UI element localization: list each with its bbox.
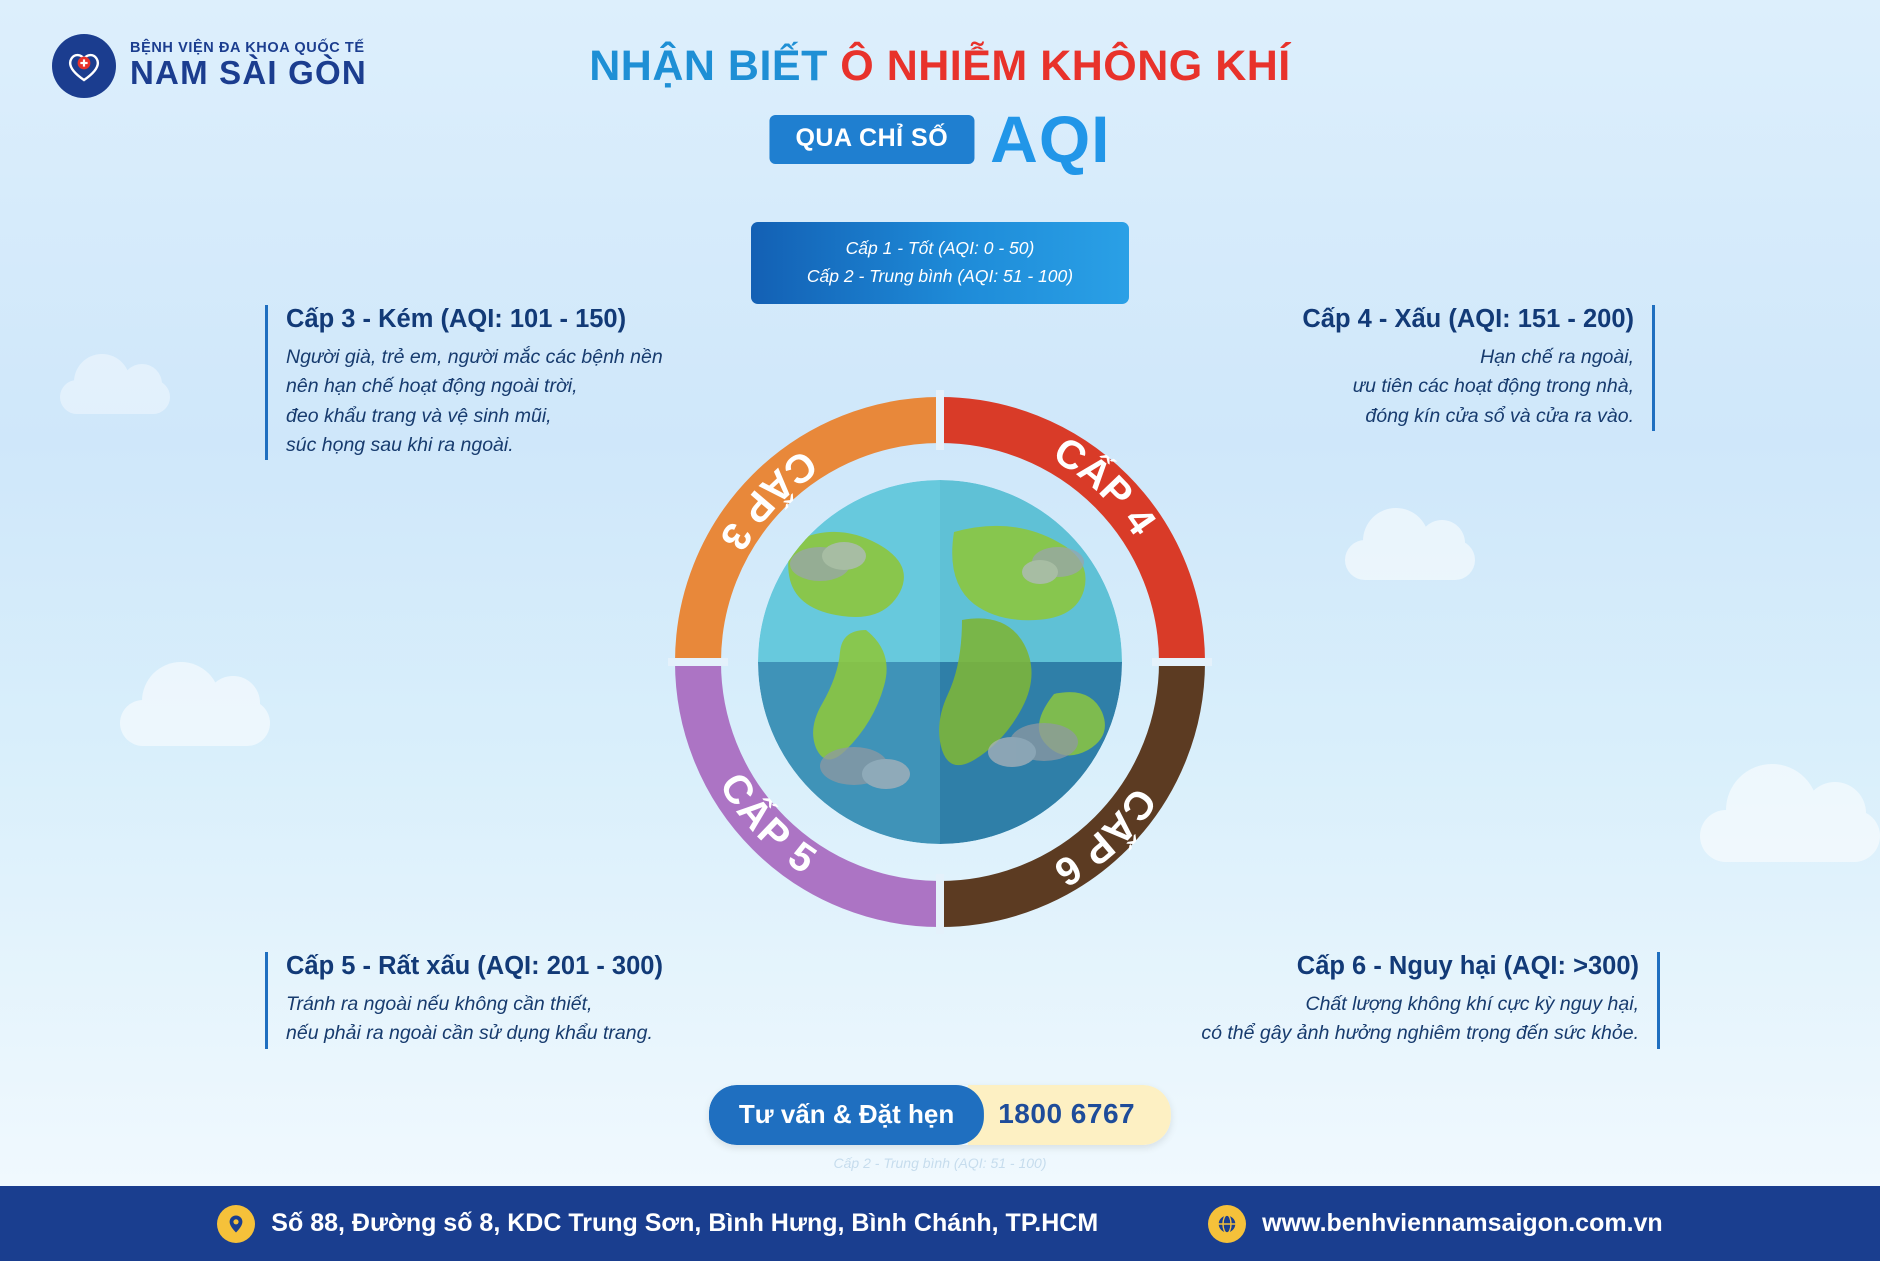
cloud-decoration <box>1345 540 1475 580</box>
subtitle-pill: QUA CHỈ SỐ <box>769 115 974 164</box>
page-title <box>0 42 1880 91</box>
cta-phone-number[interactable]: 1800 6767 <box>968 1085 1171 1145</box>
callout-cap4-line-1: Hạn chế ra ngoài, <box>1480 346 1634 368</box>
level-1-text: Cấp 1 - Tốt (AQI: 0 - 50) <box>845 238 1035 258</box>
footer-website-text[interactable]: www.benhviennamsaigon.com.vn <box>1262 1209 1663 1237</box>
callout-cap4-line-3: đóng kín cửa sổ và cửa ra vào. <box>1365 404 1634 427</box>
callout-cap5-line-2: nếu phải ra ngoài cần sử dụng khẩu trang. <box>286 1022 653 1045</box>
footer-address-text: Số 88, Đường số 8, KDC Trung Sơn, Bình Hưng, Bình Chánh, TP.HCM <box>271 1209 1099 1237</box>
ring-label-cap5: CẤP 5 <box>710 765 825 883</box>
ring-label-cap4: CẤP 4 <box>1046 428 1165 544</box>
earth-globe-illustration <box>758 480 1122 844</box>
callout-cap3-line-1: Người già, trẻ em, người mắc các bệnh nền <box>286 346 663 368</box>
footer-website[interactable] <box>1208 1205 1663 1243</box>
aqi-heading: AQI <box>990 102 1111 176</box>
cloud-decoration <box>120 700 270 746</box>
globe-icon <box>1208 1205 1246 1243</box>
levels-1-2-box <box>751 222 1129 304</box>
callout-cap5-line-1: Tránh ra ngoài nếu không cần thiết, <box>286 993 593 1015</box>
callout-cap5 <box>265 952 745 1049</box>
callout-cap6 <box>1155 952 1660 1049</box>
callout-cap4-line-2: ưu tiên các hoạt động trong nhà, <box>1352 375 1634 398</box>
callout-cap3-line-3: đeo khẩu trang và vệ sinh mũi, <box>286 404 552 427</box>
page-title-part2: Ô NHIỄM KHÔNG KHÍ <box>840 42 1291 90</box>
footer-address <box>217 1205 1098 1243</box>
cloud-decoration <box>60 380 170 414</box>
callout-cap3 <box>265 305 735 460</box>
brand-name: NAM SÀI GÒN <box>130 54 367 92</box>
callout-cap4-heading: Cấp 4 - Xấu (AQI: 151 - 200) <box>1302 305 1634 333</box>
aqi-ring-diagram <box>650 372 1230 952</box>
background-ghost-text: Cấp 2 - Trung bình (AQI: 51 - 100) <box>833 1155 1047 1171</box>
callout-cap5-heading: Cấp 5 - Rất xấu (AQI: 201 - 300) <box>286 952 663 980</box>
callout-cap6-heading: Cấp 6 - Nguy hại (AQI: >300) <box>1296 952 1639 980</box>
callout-cap3-line-4: súc họng sau khi ra ngoài. <box>286 433 514 456</box>
page-title-part1: NHẬN BIẾT <box>589 42 841 90</box>
callout-cap6-line-2: có thể gây ảnh hưởng nghiêm trọng đến sức khỏe. <box>1201 1022 1639 1045</box>
location-pin-icon <box>217 1205 255 1243</box>
cta-banner[interactable] <box>709 1085 1171 1145</box>
callout-cap6-line-1: Chất lượng không khí cực kỳ nguy hại, <box>1305 993 1639 1015</box>
callout-cap4 <box>1205 305 1655 431</box>
cloud-decoration <box>1700 810 1880 862</box>
footer-bar <box>0 1186 1880 1261</box>
callout-cap3-heading: Cấp 3 - Kém (AQI: 101 - 150) <box>286 305 627 333</box>
ring-label-cap3: CẤP 3 <box>710 441 825 559</box>
callout-cap3-line-2: nên hạn chế hoạt động ngoài trời, <box>286 375 578 398</box>
subtitle-row <box>769 102 1111 176</box>
level-2-text: Cấp 2 - Trung bình (AQI: 51 - 100) <box>806 266 1074 286</box>
brand-tagline: BỆNH VIỆN ĐA KHOA QUỐC TẾ <box>130 40 365 57</box>
ring-label-cap6: CẤP 6 <box>1046 780 1165 896</box>
cta-label[interactable]: Tư vấn & Đặt hẹn <box>709 1085 984 1145</box>
